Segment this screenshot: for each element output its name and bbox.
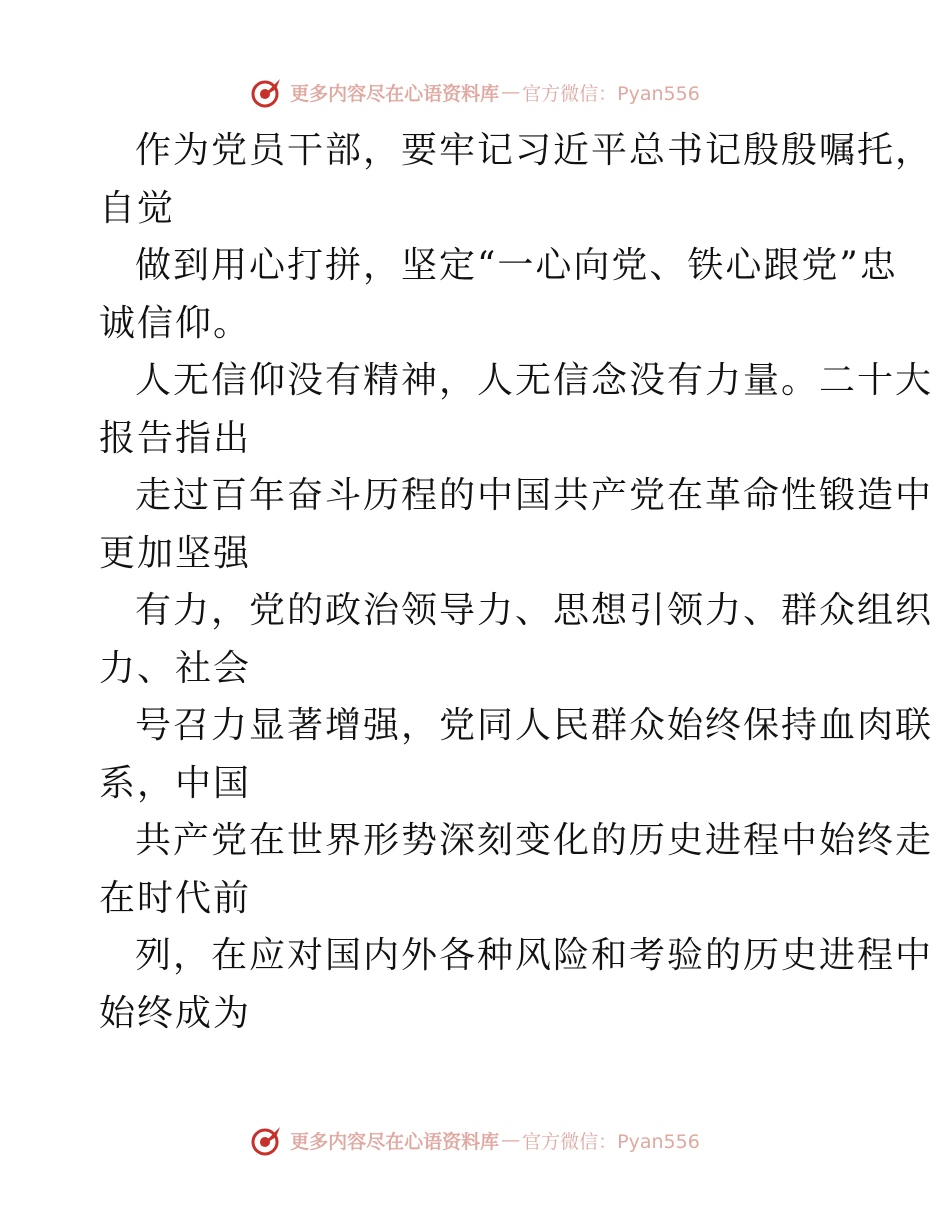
text-line: 在时代前 [99,877,252,919]
text-line: 做到用心打拼，坚定“一心向党、铁心跟党”忠 [135,245,898,286]
text-line: 自觉 [99,187,176,229]
quill-logo-icon [250,75,284,109]
text-line: 更加坚强 [99,532,252,574]
text-line: 作为党员干部，要牢记习近平总书记殷殷嘱托， [135,130,934,171]
document-body [99,122,934,1042]
header-watermark-banner [0,72,950,112]
text-line: 系，中国 [99,762,252,804]
text-line: 走过百年奋斗历程的中国共产党在革命性锻造中 [135,475,934,516]
banner-title: 更多内容尽在心语资料库 [290,1130,500,1153]
banner-dash: — [501,1129,521,1151]
footer-watermark-banner [0,1120,950,1160]
text-line: 报告指出 [99,417,252,459]
text-line: 有力，党的政治领导力、思想引领力、群众组织 [135,590,934,631]
banner-dash: — [501,81,521,103]
text-line: 始终成为 [99,992,252,1034]
text-line: 号召力显著增强，党同人民群众始终保持血肉联 [135,705,934,746]
text-line: 共产党在世界形势深刻变化的历史进程中始终走 [135,820,934,861]
text-line: 人无信仰没有精神，人无信念没有力量。二十大 [135,360,934,401]
banner-title: 更多内容尽在心语资料库 [290,82,500,105]
quill-logo-icon [250,1123,284,1157]
banner-wechat: 官方微信：Pyan556 [522,82,700,105]
text-line: 诚信仰。 [99,302,252,344]
text-line: 力、社会 [99,647,252,689]
text-line: 列，在应对国内外各种风险和考验的历史进程中 [135,935,934,976]
banner-wechat: 官方微信：Pyan556 [522,1130,700,1153]
